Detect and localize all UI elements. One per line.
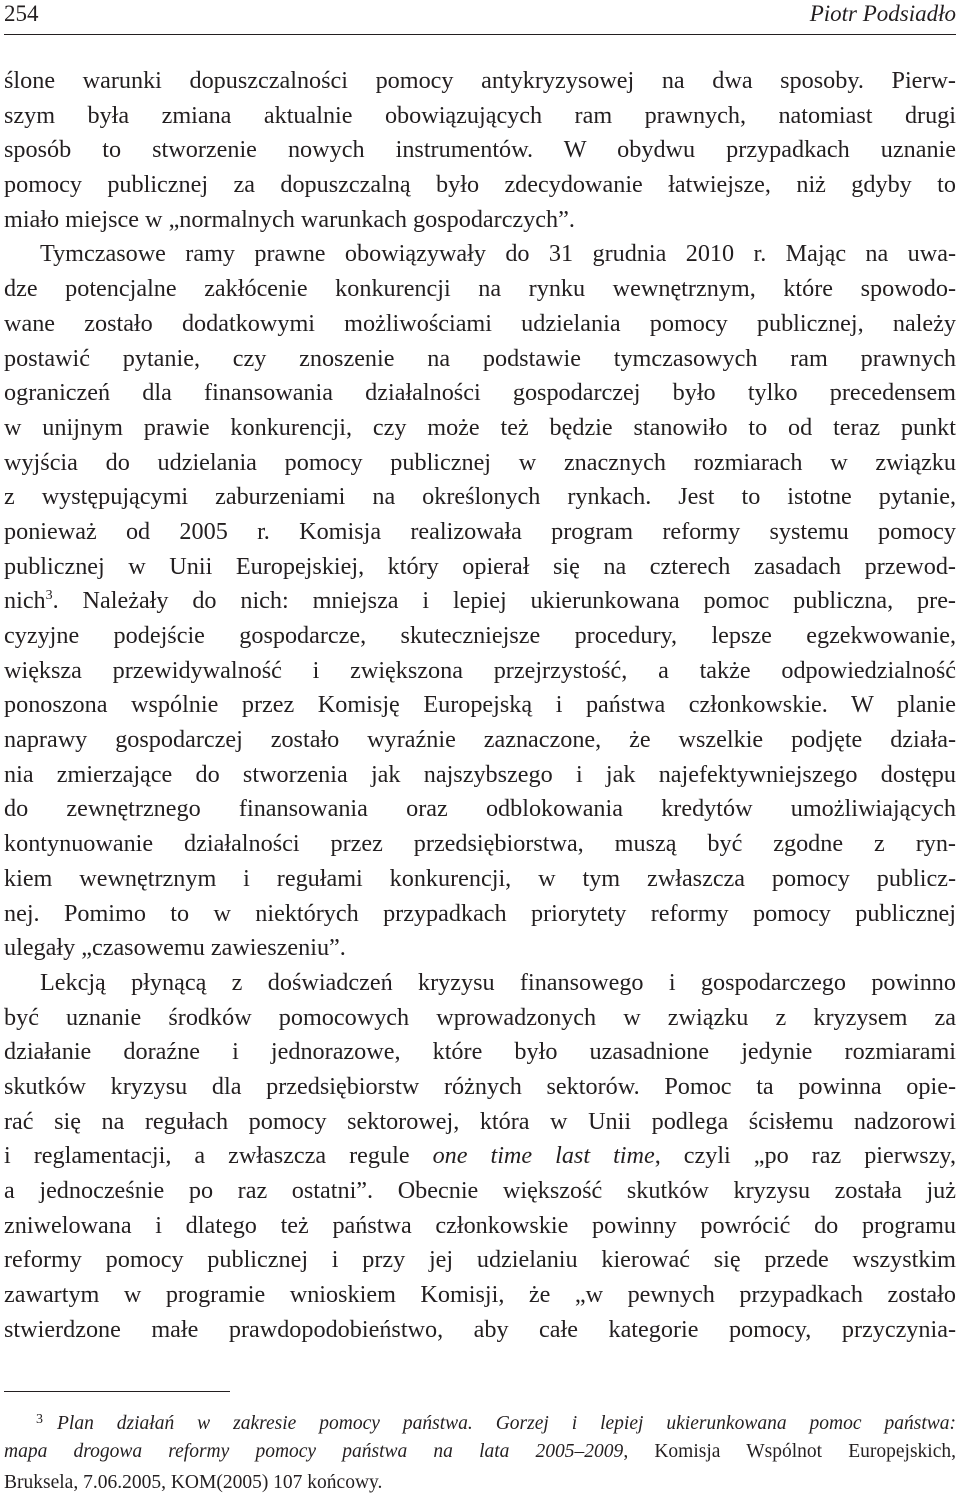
- footnote-number: 3: [36, 1412, 43, 1427]
- text-line: nej. Pomimo to w niektórych przypadkach priorytety reformy pomocy publicznej: [4, 899, 956, 927]
- text-line: ulegały „czasowemu zawieszeniu”.: [4, 934, 346, 962]
- text-line-with-italic: [4, 1139, 956, 1174]
- text-line: a jednocześnie po raz ostatni”. Obecnie większość skutków kryzysu została już: [4, 1177, 956, 1204]
- text-line: postawić pytanie, czy znoszenie na podstawie tymczasowych ram prawnych: [4, 344, 956, 372]
- text-line: nia zmierzające do stworzenia jak najszybszego i jak najefektywniejszego dostępu: [4, 760, 956, 788]
- text-line: być uznanie środków pomocowych wprowadzonych w związku z kryzysem za: [4, 1003, 956, 1031]
- text-line: kiem wewnętrznym i regułami konkurencji, w tym zwłaszcza pomocy publicz-: [4, 864, 956, 892]
- text-line: naprawy gospodarczej zostało wyraźnie zaznaczone, że wszelkie podjęte działa-: [4, 726, 956, 754]
- text-line: ślone warunki dopuszczalności pomocy antykryzysowej na dwa sposoby. Pierw-: [4, 67, 956, 94]
- text-line: do zewnętrznego finansowania oraz odblokowania kredytów umożliwiających: [4, 795, 956, 823]
- footnote-line: [4, 1436, 956, 1468]
- italic-phrase: one time last time: [432, 1142, 655, 1170]
- footnote-line: [4, 1404, 956, 1436]
- text-line: ograniczeń dla finansowania działalności gospodarczej było tylko precedensem: [4, 379, 956, 407]
- text-line: większa przewidywalność i zwiększona przejrzystość, a także odpowiedzialność: [4, 656, 956, 684]
- text-line-with-footnote: nich$^3$. Należały do nich: mniejsza i lepiej ukierunkowana pomoc publiczna, pre-: [4, 587, 956, 615]
- text-line: w unijnym prawie konkurencji, czy może też będzie stanowiło to od teraz punkt: [4, 413, 956, 441]
- running-head-author: Piotr Podsiadło: [809, 1, 956, 26]
- main-text: [4, 64, 956, 1347]
- text-line: zawartym w programie wnioskiem Komisji, że „w pewnych przypadkach zostało: [4, 1281, 956, 1309]
- text-line: wyjścia do udzielania pomocy publicznej w znacznych rozmiarach w związku: [4, 448, 956, 476]
- text-line: dze potencjalne zakłócenie konkurencji na rynku wewnętrznym, które spowodo-: [4, 275, 956, 303]
- text-fragment: nich: [4, 587, 46, 615]
- text-line: publicznej w Unii Europejskiej, który opierał się na czterech zasadach przewod-: [4, 552, 956, 580]
- paragraph-start-line: Lekcją płynącą z doświadczeń kryzysu finansowego i gospodarczego powinno: [40, 968, 956, 996]
- text-line: ponoszona wspólnie przez Komisję Europejską i państwa członkowskie. W planie: [4, 691, 956, 719]
- text-line: szym była zmiana aktualnie obowiązujących ram prawnych, natomiast drugi: [4, 101, 956, 129]
- text-fragment: Należały do nich: mniejsza i lepiej ukierunkowana pomoc publiczna, pre-: [82, 587, 956, 615]
- footnote-title-continued: mapa drogowa reformy pomocy państwa na lata 2005–2009: [4, 1440, 624, 1462]
- text-line: stwierdzone małe prawdopodobieństwo, aby całe kategorie pomocy, przyczynia-: [4, 1315, 956, 1343]
- text-line: wane zostało dodatkowymi możliwościami udzielania pomocy publicznej, należy: [4, 309, 956, 337]
- text-line: z występującymi zaburzeniami na określonych rynkach. Jest to istotne pytanie,: [4, 483, 956, 511]
- page-number: 254: [4, 1, 39, 26]
- footnote: [4, 1404, 956, 1499]
- text-line: sposób to stworzenie nowych instrumentów. W obydwu przypadkach uznanie: [4, 136, 956, 164]
- footnote-divider: [4, 1391, 230, 1392]
- footnote-title: Plan działań w zakresie pomocy państwa. Gorzej i lepiej ukierunkowana pomoc państwa:: [57, 1413, 956, 1434]
- text-line: zniwelowana i dlatego też państwa członkowskie powinny powrócić do programu: [4, 1211, 956, 1239]
- footnote-line: Bruksela, 7.06.2005, KOM(2005) 107 końcowy.: [4, 1472, 383, 1493]
- footnote-publisher: , Komisja Wspólnot Europejskich,: [623, 1440, 956, 1462]
- text-line: miało miejsce w „normalnych warunkach gospodarczych”.: [4, 205, 575, 233]
- paragraph-start-line: Tymczasowe ramy prawne obowiązywały do 31 grudnia 2010 r. Mając na uwa-: [40, 240, 956, 268]
- text-line: ponieważ od 2005 r. Komisja realizowała program reformy systemu pomocy: [4, 517, 956, 545]
- text-line: działanie doraźne i jednorazowe, które było uzasadnione jedynie rozmiarami: [4, 1038, 956, 1066]
- text-line: kontynuowanie działalności przez przedsiębiorstwa, muszą być zgodne z ryn-: [4, 830, 956, 858]
- text-line: cyzyjne podejście gospodarcze, skuteczniejsze procedury, lepsze egzekwowanie,: [4, 622, 956, 649]
- text-line: skutków kryzysu dla przedsiębiorstw różnych sektorów. Pomoc ta powinna opie-: [4, 1072, 956, 1100]
- text-fragment: , czyli „po raz pierwszy,: [654, 1142, 956, 1170]
- footnote-reference: 3: [45, 588, 53, 604]
- text-line: pomocy publicznej za dopuszczalną było zdecydowanie łatwiejsze, niż gdyby to: [4, 171, 956, 199]
- text-line: reformy pomocy publicznej i przy jej udzielaniu kierować się przede wszystkim: [4, 1246, 956, 1274]
- text-line: rać się na regułach pomocy sektorowej, która w Unii podlega ścisłemu nadzorowi: [4, 1107, 956, 1135]
- text-fragment: i reglamentacji, a zwłaszcza regule: [4, 1142, 410, 1170]
- page-header: [4, 0, 956, 35]
